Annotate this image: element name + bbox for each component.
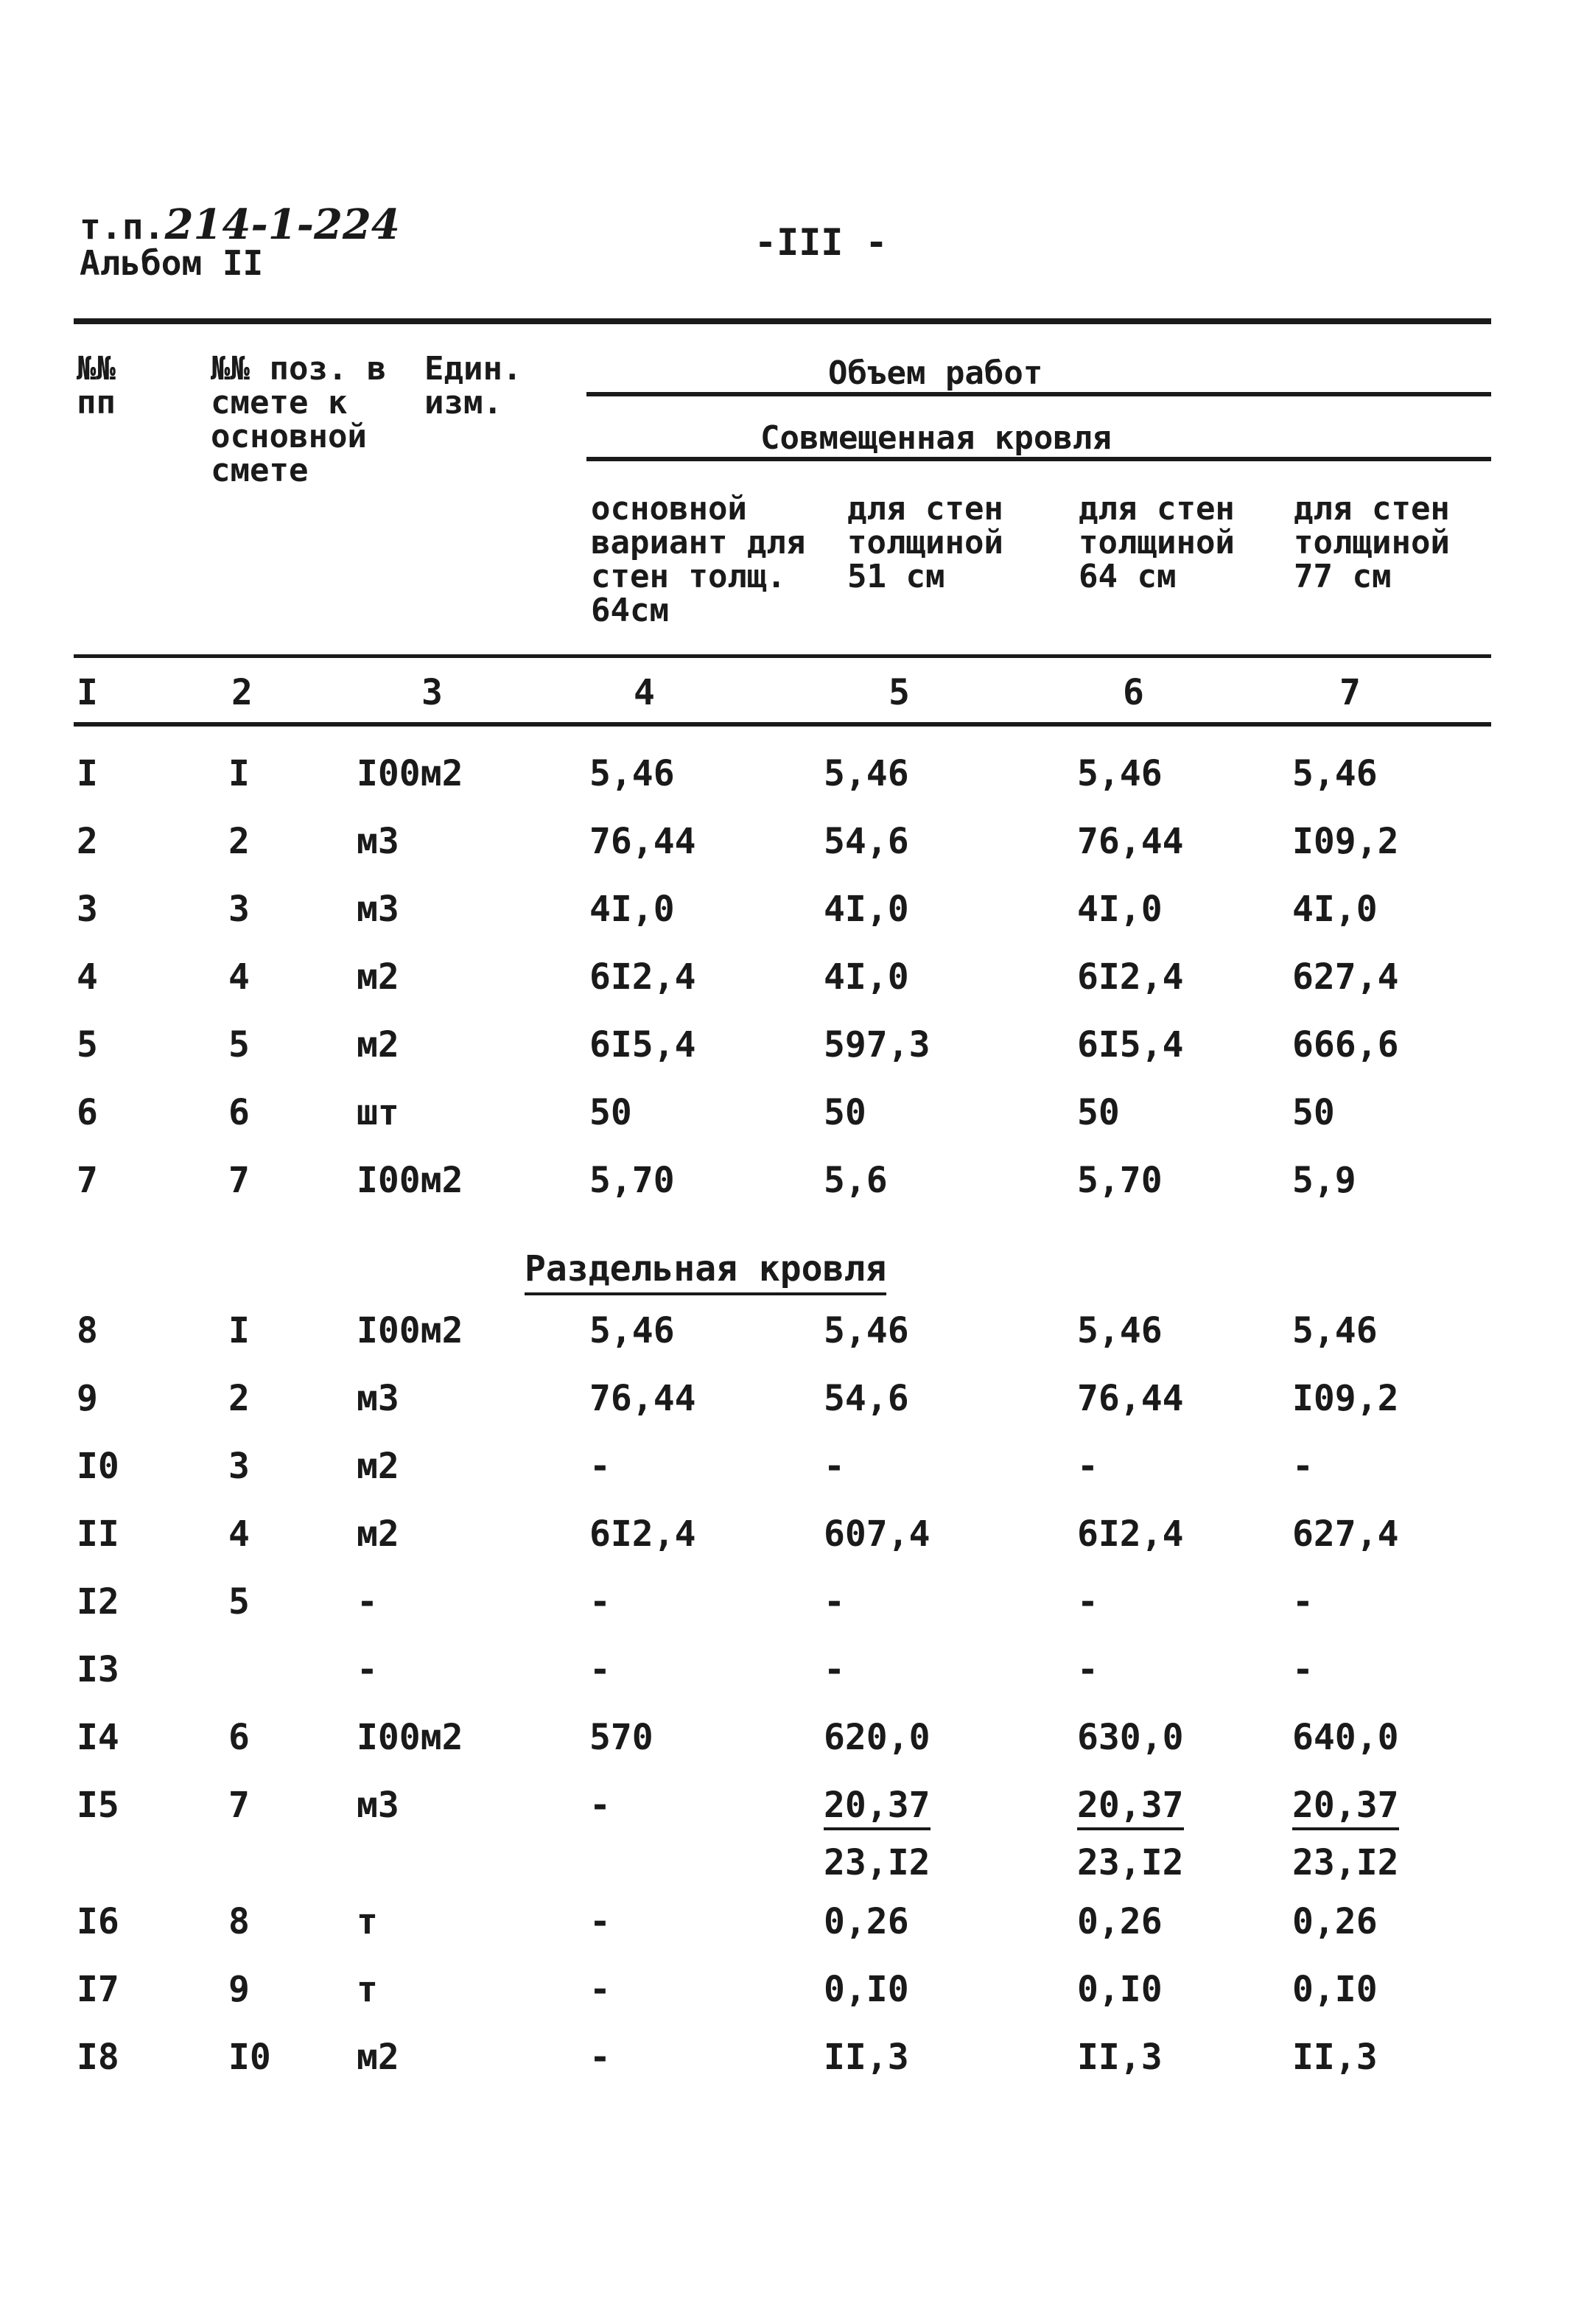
volume-64-cell: 76,44 — [1077, 1378, 1184, 1419]
volume-main-cell: - — [589, 2037, 611, 2078]
position-number-cell: 2 — [228, 1378, 250, 1419]
volume-77-cell: II,3 — [1292, 2037, 1378, 2078]
row-number-cell: I2 — [77, 1581, 119, 1623]
col-number-1: I — [77, 672, 98, 713]
unit-cell: I00м2 — [357, 753, 463, 794]
volume-77-cell: 20,37 — [1292, 1785, 1399, 1830]
document-code-prefix: т.п. — [80, 206, 165, 248]
volume-64-cell: - — [1077, 1581, 1098, 1623]
header-col4: основной вариант для стен толщ. 64см — [591, 490, 806, 629]
header-col7: для стен толщиной 77 см — [1294, 490, 1450, 595]
volume-64-cell: 630,0 — [1077, 1717, 1184, 1758]
table-top-rule — [74, 318, 1491, 324]
volume-main-cell: 5,70 — [589, 1160, 675, 1201]
volume-77-cell: 5,46 — [1292, 1310, 1378, 1351]
document-code-number: 214-1-224 — [164, 200, 400, 249]
volume-77-cell: 627,4 — [1292, 1513, 1399, 1555]
row-number-cell: 7 — [77, 1160, 98, 1201]
subtitle-rule — [586, 457, 1491, 461]
unit-cell: м2 — [357, 1446, 399, 1487]
volume-main-cell: 76,44 — [589, 1378, 696, 1419]
unit-cell: м3 — [357, 889, 399, 930]
volume-77-cell: I09,2 — [1292, 821, 1399, 862]
unit-cell: I00м2 — [357, 1310, 463, 1351]
col-number-3: 3 — [421, 672, 443, 713]
volume-51-cell: 597,3 — [824, 1024, 931, 1065]
volume-64-cell: - — [1077, 1649, 1098, 1690]
volume-51-cell: 0,26 — [824, 1901, 909, 1942]
volume-64-cell: 20,37 — [1077, 1785, 1184, 1830]
position-number-cell: 2 — [228, 821, 250, 862]
position-number-cell: 4 — [228, 956, 250, 998]
volume-77-cell: - — [1292, 1446, 1314, 1487]
volume-64-cell: - — [1077, 1446, 1098, 1487]
volume-51-cell: 5,46 — [824, 1310, 909, 1351]
position-number-cell: I0 — [228, 2037, 271, 2078]
volume-64-denominator-cell: 23,I2 — [1077, 1842, 1184, 1883]
volume-51-cell: 54,6 — [824, 821, 909, 862]
unit-cell: м2 — [357, 2037, 399, 2078]
volume-77-cell: 0,I0 — [1292, 1969, 1378, 2010]
volume-51-cell: - — [824, 1649, 845, 1690]
volume-main-cell: 50 — [589, 1092, 632, 1133]
unit-cell: I00м2 — [357, 1160, 463, 1201]
volume-main-cell: 76,44 — [589, 821, 696, 862]
col-number-6: 6 — [1123, 672, 1144, 713]
volume-51-denominator-cell: 23,I2 — [824, 1842, 931, 1883]
unit-cell: м2 — [357, 956, 399, 998]
volume-51-cell: II,3 — [824, 2037, 909, 2078]
row-number-cell: 4 — [77, 956, 98, 998]
volume-main-cell: 6I2,4 — [589, 956, 696, 998]
volume-51-cell: 0,I0 — [824, 1969, 909, 2010]
volume-51-cell: 54,6 — [824, 1378, 909, 1419]
position-number-cell: 4 — [228, 1513, 250, 1555]
position-number-cell: 7 — [228, 1785, 250, 1826]
volume-64-cell: 0,26 — [1077, 1901, 1163, 1942]
header-volume: Объем работ — [828, 354, 1043, 392]
unit-cell: шт — [357, 1092, 399, 1133]
position-number-cell: 8 — [228, 1901, 250, 1942]
row-number-cell: 9 — [77, 1378, 98, 1419]
volume-77-cell: 50 — [1292, 1092, 1335, 1133]
volume-64-cell: 6I2,4 — [1077, 956, 1184, 998]
section-title-separate-roof: Раздельная кровля — [525, 1248, 886, 1295]
volume-77-cell: 5,46 — [1292, 753, 1378, 794]
position-number-cell: 3 — [228, 1446, 250, 1487]
position-number-cell: I — [228, 753, 250, 794]
unit-cell: - — [357, 1581, 378, 1623]
volume-64-cell: 6I2,4 — [1077, 1513, 1184, 1555]
unit-cell: м2 — [357, 1024, 399, 1065]
volume-64-cell: 0,I0 — [1077, 1969, 1163, 2010]
unit-cell: т — [357, 1969, 378, 2010]
position-number-cell: 7 — [228, 1160, 250, 1201]
row-number-cell: I7 — [77, 1969, 119, 2010]
unit-cell: м3 — [357, 1378, 399, 1419]
volume-main-cell: - — [589, 1581, 611, 1623]
page-number: -III - — [754, 221, 888, 264]
col-numbers-rule — [74, 722, 1491, 727]
volume-64-cell: 50 — [1077, 1092, 1120, 1133]
row-number-cell: II — [77, 1513, 119, 1555]
row-number-cell: I8 — [77, 2037, 119, 2078]
volume-51-cell: 607,4 — [824, 1513, 931, 1555]
volume-rule — [586, 392, 1491, 396]
volume-main-cell: 5,46 — [589, 1310, 675, 1351]
volume-51-cell: - — [824, 1581, 845, 1623]
volume-77-cell: - — [1292, 1649, 1314, 1690]
volume-77-denominator-cell: 23,I2 — [1292, 1842, 1399, 1883]
volume-51-cell: 5,46 — [824, 753, 909, 794]
row-number-cell: 5 — [77, 1024, 98, 1065]
position-number-cell: 6 — [228, 1092, 250, 1133]
header-bottom-rule — [74, 654, 1491, 658]
volume-51-cell: - — [824, 1446, 845, 1487]
col-number-4: 4 — [634, 672, 655, 713]
document-code — [80, 200, 400, 249]
row-number-cell: I3 — [77, 1649, 119, 1690]
volume-64-cell: II,3 — [1077, 2037, 1163, 2078]
position-number-cell: 3 — [228, 889, 250, 930]
volume-main-cell: 5,46 — [589, 753, 675, 794]
volume-77-cell: 640,0 — [1292, 1717, 1399, 1758]
volume-main-cell: 4I,0 — [589, 889, 675, 930]
col-number-5: 5 — [889, 672, 910, 713]
row-number-cell: 2 — [77, 821, 98, 862]
header-pos: №№ поз. в смете к основной смете — [211, 350, 387, 489]
col-number-7: 7 — [1339, 672, 1361, 713]
row-number-cell: I5 — [77, 1785, 119, 1826]
volume-77-cell: 4I,0 — [1292, 889, 1378, 930]
header-unit: Един. изм. — [424, 350, 522, 421]
row-number-cell: I0 — [77, 1446, 119, 1487]
unit-cell: - — [357, 1649, 378, 1690]
unit-cell: т — [357, 1901, 378, 1942]
volume-64-cell: 76,44 — [1077, 821, 1184, 862]
position-number-cell: 9 — [228, 1969, 250, 2010]
volume-51-cell: 4I,0 — [824, 889, 909, 930]
position-number-cell: I — [228, 1310, 250, 1351]
unit-cell: I00м2 — [357, 1717, 463, 1758]
volume-51-cell: 620,0 — [824, 1717, 931, 1758]
col-number-2: 2 — [231, 672, 253, 713]
volume-77-cell: 5,9 — [1292, 1160, 1356, 1201]
unit-cell: м3 — [357, 1785, 399, 1826]
volume-main-cell: 570 — [589, 1717, 653, 1758]
header-subtitle: Совмещенная кровля — [760, 419, 1112, 457]
volume-51-cell: 50 — [824, 1092, 866, 1133]
row-number-cell: 3 — [77, 889, 98, 930]
volume-main-cell: - — [589, 1785, 611, 1826]
album-label: Альбом II — [80, 243, 264, 283]
volume-51-cell: 20,37 — [824, 1785, 931, 1830]
row-number-cell: I4 — [77, 1717, 119, 1758]
volume-64-cell: 6I5,4 — [1077, 1024, 1184, 1065]
volume-64-cell: 5,46 — [1077, 1310, 1163, 1351]
position-number-cell: 6 — [228, 1717, 250, 1758]
volume-77-cell: 666,6 — [1292, 1024, 1399, 1065]
row-number-cell: I6 — [77, 1901, 119, 1942]
volume-64-cell: 5,46 — [1077, 753, 1163, 794]
unit-cell: м2 — [357, 1513, 399, 1555]
volume-51-cell: 4I,0 — [824, 956, 909, 998]
volume-main-cell: - — [589, 1969, 611, 2010]
volume-77-cell: 0,26 — [1292, 1901, 1378, 1942]
position-number-cell: 5 — [228, 1581, 250, 1623]
volume-main-cell: 6I5,4 — [589, 1024, 696, 1065]
row-number-cell: 8 — [77, 1310, 98, 1351]
header-col5: для стен толщиной 51 см — [847, 490, 1003, 595]
unit-cell: м3 — [357, 821, 399, 862]
row-number-cell: I — [77, 753, 98, 794]
volume-77-cell: - — [1292, 1581, 1314, 1623]
header-num: №№ пп — [77, 350, 116, 421]
position-number-cell: 5 — [228, 1024, 250, 1065]
volume-51-cell: 5,6 — [824, 1160, 888, 1201]
volume-main-cell: 6I2,4 — [589, 1513, 696, 1555]
volume-main-cell: - — [589, 1649, 611, 1690]
volume-77-cell: I09,2 — [1292, 1378, 1399, 1419]
row-number-cell: 6 — [77, 1092, 98, 1133]
volume-77-cell: 627,4 — [1292, 956, 1399, 998]
header-col6: для стен толщиной 64 см — [1079, 490, 1235, 595]
volume-64-cell: 4I,0 — [1077, 889, 1163, 930]
volume-64-cell: 5,70 — [1077, 1160, 1163, 1201]
volume-main-cell: - — [589, 1446, 611, 1487]
volume-main-cell: - — [589, 1901, 611, 1942]
